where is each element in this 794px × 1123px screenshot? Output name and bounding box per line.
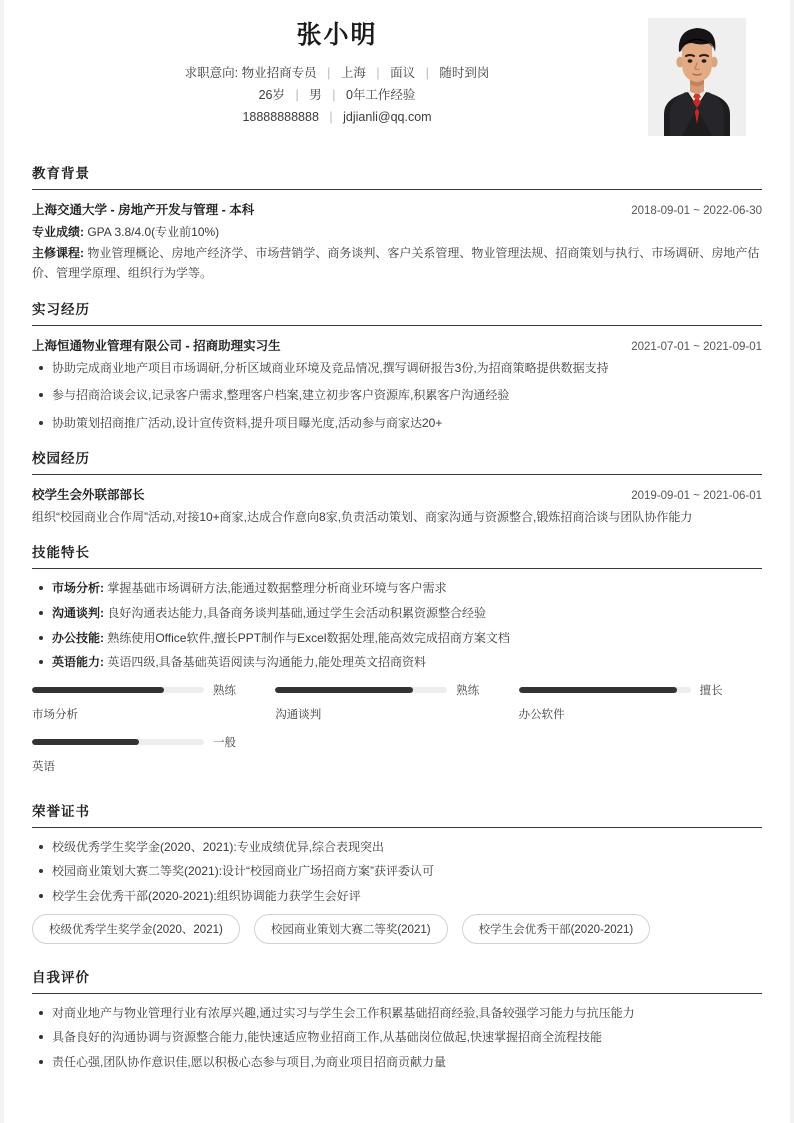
- campus-entry-description: 组织“校园商业合作周”活动,对接10+商家,达成合作意向8家,负责活动策划、商家沟通与资源整合,锻炼招商洽谈与团队协作能力: [32, 509, 693, 524]
- list-item: 对商业地产与物业管理行业有浓厚兴趣,通过实习与学生会工作积累基础招商经验,具备较强学习能力与抗压能力: [32, 1004, 762, 1023]
- skill-level-label: 熟练: [456, 684, 480, 697]
- progress-track: [32, 687, 204, 693]
- progress-track: [32, 739, 204, 745]
- skill-bar-item: [275, 682, 518, 722]
- list-item: 校园商业策划大赛二等奖(2021):设计“校园商业广场招商方案”获评委认可: [32, 862, 762, 881]
- honors-bullet-list: [32, 838, 762, 906]
- resume-body: [4, 162, 790, 1071]
- progress-track: [519, 687, 691, 693]
- section-honors: [32, 800, 762, 952]
- education-gpa: [32, 223, 762, 243]
- skill-label: 英语能力:: [52, 655, 104, 670]
- campus-entry-title: 校学生会外联部部长: [32, 487, 145, 502]
- skill-bar-row: [32, 734, 257, 750]
- separator-icon: |: [329, 110, 333, 125]
- list-item: 协助策划招商推广活动,设计宣传资料,提升项目曝光度,活动参与商家达20+: [32, 414, 762, 433]
- meta-line-personal: [32, 86, 642, 104]
- skill-level-label: 熟练: [213, 684, 236, 697]
- meta-line-intent: [32, 64, 642, 82]
- section-education: [32, 162, 762, 283]
- email-value: jdjianli@qq.com: [343, 110, 432, 125]
- phone-value: 18888888888: [242, 110, 319, 125]
- internship-entry-title: 上海恒通物业管理有限公司 - 招商助理实习生: [32, 338, 281, 353]
- skill-bar-item: [32, 682, 275, 722]
- education-courses-value: 物业管理概论、房地产经济学、市场营销学、商务谈判、客户关系管理、物业管理法规、招商策划与执行、市场调研、房地产估价、管理学原理、组织行为学等。: [32, 246, 760, 280]
- skill-bar-row: [275, 682, 500, 698]
- skill-label: 沟通谈判:: [52, 605, 104, 620]
- section-title-internship: 实习经历: [32, 301, 90, 317]
- list-item: 校学生会优秀干部(2020-2021):组织协调能力获学生会好评: [32, 887, 762, 906]
- skill-bar-item: [519, 682, 762, 722]
- skill-name-label: 市场分析: [32, 708, 78, 721]
- skill-bar-row: [32, 682, 257, 698]
- skill-name-label: 英语: [32, 760, 55, 773]
- education-courses: [32, 244, 762, 284]
- separator-icon: |: [425, 66, 429, 80]
- honor-tag[interactable]: 校园商业策划大赛二等奖(2021): [254, 914, 448, 944]
- skills-bullet-list: [32, 579, 762, 671]
- list-item: [32, 604, 762, 623]
- divider: [32, 325, 762, 326]
- honor-tag[interactable]: 校级优秀学生奖学金(2020、2021): [32, 914, 240, 944]
- divider: [32, 189, 762, 190]
- divider: [32, 474, 762, 475]
- job-intent-label: 求职意向:: [184, 66, 239, 80]
- skill-bar-item: [32, 734, 275, 774]
- internship-entry-head: [32, 336, 762, 354]
- skill-level-label: 一般: [213, 736, 236, 749]
- skill-text: 英语四级,具备基础英语阅读与沟通能力,能处理英文招商资料: [107, 655, 427, 670]
- skill-text: 掌握基础市场调研方法,能通过数据整理分析商业环境与客户需求: [107, 581, 447, 596]
- section-campus: [32, 447, 762, 528]
- section-internship: [32, 298, 762, 433]
- separator-icon: |: [327, 66, 331, 80]
- job-intent-value: 物业招商专员: [241, 66, 317, 80]
- divider: [32, 827, 762, 828]
- avatar: [648, 18, 746, 136]
- salary-value: 面议: [390, 66, 416, 80]
- separator-icon: |: [332, 88, 336, 103]
- education-gpa-value: GPA 3.8/4.0(专业前10%): [87, 225, 220, 240]
- skill-name-label: 沟通谈判: [275, 708, 322, 721]
- list-item: [32, 653, 762, 672]
- meta-line-contact: [32, 108, 642, 126]
- section-title-skills: 技能特长: [32, 545, 90, 561]
- divider: [32, 568, 762, 569]
- skill-text: 熟练使用Office软件,擅长PPT制作与Excel数据处理,能高效完成招商方案文档: [107, 630, 510, 645]
- skill-label: 办公技能:: [52, 630, 104, 645]
- separator-icon: |: [295, 88, 299, 103]
- divider: [32, 993, 762, 994]
- separator-icon: |: [376, 66, 380, 80]
- internship-entry-date: 2021-07-01 ~ 2021-09-01: [631, 340, 762, 353]
- skill-bar-row: [519, 682, 744, 698]
- skill-name-label: 办公软件: [518, 708, 565, 721]
- list-item: [32, 629, 762, 648]
- section-title-education: 教育背景: [32, 166, 90, 182]
- list-item: 协助完成商业地产项目市场调研,分析区域商业环境及竞品情况,撰写调研报告3份,为招商策略提供数据支持: [32, 359, 762, 378]
- city-value: 上海: [340, 66, 366, 80]
- experience-value: 0年工作经验: [345, 88, 416, 103]
- progress-fill: [519, 687, 677, 693]
- list-item: 具备良好的沟通协调与资源整合能力,能快速适应物业招商工作,从基础岗位做起,快速掌握招商全流程技能: [32, 1028, 762, 1047]
- education-courses-label: 主修课程:: [32, 246, 84, 261]
- progress-fill: [32, 687, 164, 693]
- list-item: 参与招商洽谈会议,记录客户需求,整理客户档案,建立初步客户资源库,积累客户沟通经验: [32, 386, 762, 405]
- progress-track: [275, 687, 447, 693]
- resume-header: [4, 0, 790, 148]
- self-evaluation-bullet-list: [32, 1004, 762, 1072]
- skill-text: 良好沟通表达能力,具备商务谈判基础,通过学生会活动积累资源整合经验: [107, 605, 487, 620]
- page-title: 张小明: [296, 21, 378, 49]
- section-skills: [32, 541, 762, 785]
- section-title-self-evaluation: 自我评价: [32, 969, 90, 985]
- campus-entry-head: [32, 485, 762, 503]
- skill-bar-group: [32, 682, 762, 786]
- list-item: 校级优秀学生奖学金(2020、2021):专业成绩优异,综合表现突出: [32, 838, 762, 857]
- honor-tag[interactable]: 校学生会优秀干部(2020-2021): [462, 914, 651, 944]
- availability-value: 随时到岗: [439, 66, 490, 80]
- education-entry-date: 2018-09-01 ~ 2022-06-30: [631, 205, 762, 218]
- internship-bullet-list: [32, 359, 762, 433]
- honors-tag-group: [32, 914, 762, 952]
- education-entry-head: [32, 200, 762, 218]
- progress-fill: [275, 687, 413, 693]
- gender-value: 男: [309, 88, 322, 103]
- skill-level-label: 擅长: [699, 684, 723, 697]
- list-item: [32, 579, 762, 598]
- campus-entry-date: 2019-09-01 ~ 2021-06-01: [631, 489, 762, 502]
- education-entry-title: 上海交通大学 - 房地产开发与管理 - 本科: [32, 203, 255, 218]
- age-value: 26岁: [258, 88, 285, 103]
- avatar-illustration: [648, 18, 746, 136]
- progress-fill: [32, 739, 139, 745]
- section-self-evaluation: [32, 966, 762, 1072]
- list-item: 责任心强,团队协作意识佳,愿以积极心态参与项目,为商业项目招商贡献力量: [32, 1053, 762, 1072]
- section-title-campus: 校园经历: [32, 450, 90, 466]
- section-title-honors: 荣誉证书: [32, 803, 90, 819]
- education-gpa-label: 专业成绩:: [32, 225, 84, 240]
- skill-label: 市场分析:: [52, 581, 104, 596]
